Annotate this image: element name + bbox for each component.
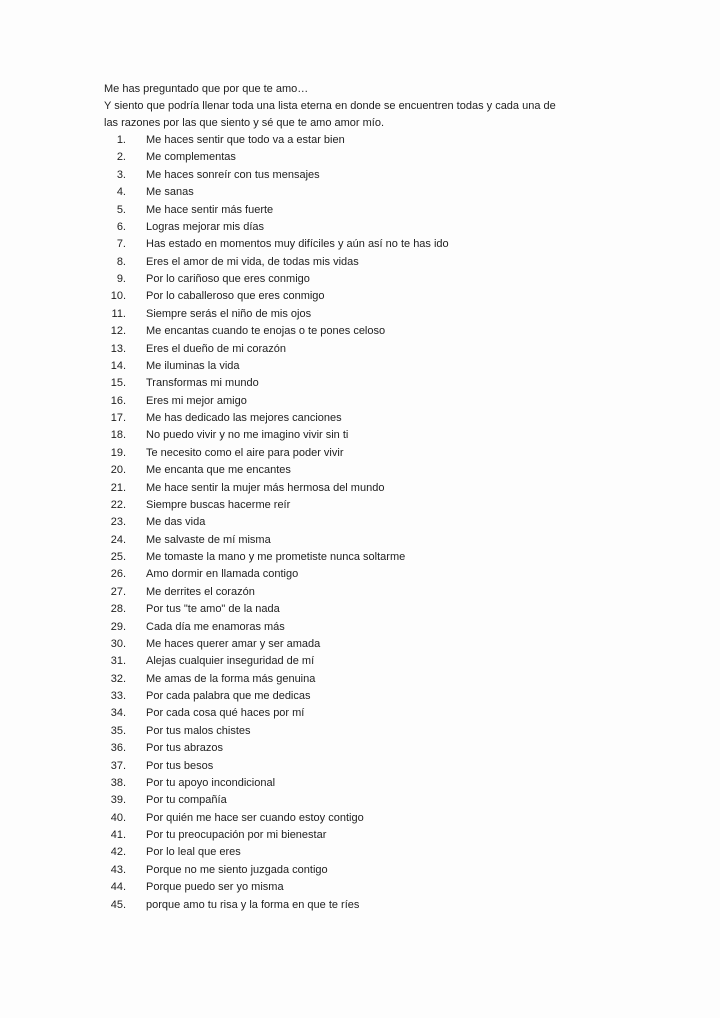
list-item bbox=[104, 341, 624, 358]
list-item-number: 28. bbox=[110, 603, 126, 616]
list-item bbox=[104, 132, 624, 149]
list-item-number: 15. bbox=[110, 377, 126, 390]
list-item-text: Por tu compañía bbox=[146, 794, 227, 807]
list-item-number: 36. bbox=[110, 742, 126, 755]
list-item-text: Por tus besos bbox=[146, 759, 214, 772]
list-item-number: 9. bbox=[116, 273, 126, 285]
list-item-number: 26. bbox=[110, 568, 126, 581]
list-item bbox=[104, 149, 624, 166]
list-item bbox=[104, 810, 624, 827]
list-item-number: 10. bbox=[110, 290, 126, 303]
list-item-number: 2. bbox=[116, 151, 126, 164]
list-item bbox=[104, 636, 624, 653]
list-item-text: Por tus "te amo" de la nada bbox=[146, 603, 280, 616]
list-item bbox=[104, 688, 624, 705]
list-item-number: 16. bbox=[110, 394, 126, 407]
list-item bbox=[104, 671, 624, 688]
list-item-text: Porque no me siento juzgada contigo bbox=[146, 863, 328, 876]
list-item-text: Me hace sentir la mujer más hermosa del mundo bbox=[146, 481, 385, 494]
list-item-text: Me sanas bbox=[146, 186, 194, 199]
list-item bbox=[104, 532, 624, 549]
list-item-text: Me iluminas la vida bbox=[146, 359, 240, 372]
list-item-text: Has estado en momentos muy difíciles y aún así no te has ido bbox=[146, 238, 449, 251]
list-item-text: Siempre buscas hacerme reír bbox=[146, 498, 291, 511]
list-item bbox=[104, 844, 624, 861]
list-item bbox=[104, 254, 624, 271]
list-item-text: Me salvaste de mí misma bbox=[146, 533, 271, 546]
list-item-text: Logras mejorar mis días bbox=[146, 220, 264, 233]
list-item-number: 5. bbox=[116, 203, 126, 216]
list-item bbox=[104, 323, 624, 340]
list-item-number: 27. bbox=[110, 585, 126, 598]
list-item-number: 3. bbox=[116, 168, 126, 181]
list-item-number: 7. bbox=[116, 238, 126, 251]
list-item-text: Por tu preocupación por mi bienestar bbox=[146, 829, 327, 841]
list-item-text: Por lo leal que eres bbox=[146, 846, 241, 859]
list-item-text: Por cada cosa qué haces por mí bbox=[146, 707, 305, 720]
list-item bbox=[104, 653, 624, 670]
list-item-text: Por cada palabra que me dedicas bbox=[146, 690, 311, 702]
list-item bbox=[104, 862, 624, 879]
list-item bbox=[104, 758, 624, 775]
list-item-text: Porque puedo ser yo misma bbox=[146, 881, 284, 894]
list-item bbox=[104, 619, 624, 636]
list-item-text: Eres el amor de mi vida, de todas mis vidas bbox=[146, 255, 359, 268]
list-item bbox=[104, 792, 624, 809]
list-item-number: 22. bbox=[110, 498, 126, 511]
list-item-text: Me hace sentir más fuerte bbox=[146, 203, 274, 216]
list-item bbox=[104, 584, 624, 601]
list-item-number: 39. bbox=[110, 794, 126, 807]
list-item-text: Me haces sentir que todo va a estar bien bbox=[146, 134, 345, 146]
list-item-text: Por quién me hace ser cuando estoy contigo bbox=[146, 811, 364, 824]
list-item-text: Me derrites el corazón bbox=[146, 585, 255, 598]
list-item-number: 6. bbox=[116, 220, 126, 233]
list-item-number: 37. bbox=[110, 759, 126, 772]
list-item-number: 30. bbox=[110, 637, 126, 650]
list-item bbox=[104, 497, 624, 514]
list-item bbox=[104, 827, 624, 844]
list-item-text: Me complementas bbox=[146, 151, 236, 164]
list-item bbox=[104, 306, 624, 323]
list-item-number: 21. bbox=[110, 481, 126, 494]
list-item-number: 32. bbox=[110, 672, 126, 685]
list-item-text: Cada día me enamoras más bbox=[146, 620, 285, 633]
list-item-number: 40. bbox=[110, 811, 126, 824]
list-item-text: Me amas de la forma más genuina bbox=[146, 672, 316, 685]
list-item-number: 31. bbox=[110, 655, 126, 668]
list-item-number: 4. bbox=[116, 186, 126, 199]
list-item-text: Te necesito como el aire para poder vivir bbox=[146, 446, 344, 459]
list-item-number: 19. bbox=[110, 446, 126, 459]
list-item-text: Me tomaste la mano y me prometiste nunca soltarme bbox=[146, 551, 406, 563]
intro-line-2: Y siento que podría llenar toda una lista eterna en donde se encuentren todas y cada una de bbox=[104, 100, 556, 112]
intro-line-3: las razones por las que siento y sé que te amo amor mío. bbox=[104, 117, 385, 129]
list-item-text: Eres mi mejor amigo bbox=[146, 394, 247, 407]
list-item-text: Por tu apoyo incondicional bbox=[146, 776, 276, 789]
list-item bbox=[104, 879, 624, 896]
document-body bbox=[104, 81, 624, 914]
list-item bbox=[104, 705, 624, 722]
list-item bbox=[104, 184, 624, 201]
list-item-number: 13. bbox=[110, 342, 126, 355]
list-item-number: 23. bbox=[110, 516, 126, 529]
list-item-text: Me das vida bbox=[146, 516, 206, 529]
list-item-text: Alejas cualquier inseguridad de mí bbox=[146, 655, 315, 668]
list-item-text: Por tus malos chistes bbox=[146, 724, 251, 737]
list-item-number: 43. bbox=[110, 863, 126, 876]
list-item-text: Me haces querer amar y ser amada bbox=[146, 637, 321, 650]
list-item bbox=[104, 897, 624, 914]
list-item bbox=[104, 375, 624, 392]
reasons-list bbox=[104, 132, 624, 914]
list-item-text: No puedo vivir y no me imagino vivir sin ti bbox=[146, 429, 349, 442]
list-item bbox=[104, 601, 624, 618]
list-item-number: 33. bbox=[110, 690, 126, 702]
list-item-number: 12. bbox=[110, 325, 126, 338]
list-item-number: 42. bbox=[110, 846, 126, 859]
list-item-text: Me has dedicado las mejores canciones bbox=[146, 412, 342, 424]
list-item bbox=[104, 167, 624, 184]
list-item bbox=[104, 566, 624, 583]
list-item-number: 29. bbox=[110, 620, 126, 633]
list-item bbox=[104, 462, 624, 479]
list-item-number: 44. bbox=[110, 881, 126, 894]
list-item bbox=[104, 427, 624, 444]
list-item-number: 34. bbox=[110, 707, 126, 720]
list-item bbox=[104, 202, 624, 219]
list-item-text: Me encantas cuando te enojas o te pones celoso bbox=[146, 325, 386, 338]
list-item-text: Por tus abrazos bbox=[146, 742, 224, 755]
list-item-text: Por lo cariñoso que eres conmigo bbox=[146, 273, 310, 285]
list-item bbox=[104, 219, 624, 236]
list-item bbox=[104, 236, 624, 253]
intro-line-1: Me has preguntado que por que te amo… bbox=[104, 83, 309, 95]
list-item bbox=[104, 410, 624, 427]
list-item bbox=[104, 445, 624, 462]
list-item-text: Siempre serás el niño de mis ojos bbox=[146, 307, 312, 320]
list-item-number: 35. bbox=[110, 724, 126, 737]
list-item bbox=[104, 740, 624, 757]
list-item bbox=[104, 393, 624, 410]
list-item-text: Por lo caballeroso que eres conmigo bbox=[146, 290, 325, 303]
list-item-number: 17. bbox=[110, 412, 126, 424]
list-item-number: 41. bbox=[110, 829, 126, 841]
list-item bbox=[104, 288, 624, 305]
list-item bbox=[104, 775, 624, 792]
list-item-number: 14. bbox=[110, 359, 126, 372]
list-item-number: 20. bbox=[110, 464, 126, 477]
list-item-number: 24. bbox=[110, 533, 126, 546]
list-item bbox=[104, 480, 624, 497]
list-item-text: Amo dormir en llamada contigo bbox=[146, 568, 299, 581]
list-item-text: porque amo tu risa y la forma en que te ríes bbox=[146, 898, 360, 911]
list-item-number: 25. bbox=[110, 551, 126, 563]
list-item-number: 8. bbox=[116, 255, 126, 268]
list-item bbox=[104, 514, 624, 531]
list-item bbox=[104, 549, 624, 566]
list-item-number: 11. bbox=[111, 307, 126, 320]
list-item-number: 38. bbox=[110, 776, 126, 789]
list-item-text: Eres el dueño de mi corazón bbox=[146, 342, 287, 355]
list-item-text: Me haces sonreír con tus mensajes bbox=[146, 168, 320, 181]
list-item-text: Me encanta que me encantes bbox=[146, 464, 291, 477]
list-item-number: 1. bbox=[116, 134, 126, 146]
list-item-number: 45. bbox=[110, 898, 126, 911]
list-item bbox=[104, 358, 624, 375]
list-item bbox=[104, 723, 624, 740]
list-item-number: 18. bbox=[110, 429, 126, 442]
list-item-text: Transformas mi mundo bbox=[146, 377, 259, 390]
list-item bbox=[104, 271, 624, 288]
